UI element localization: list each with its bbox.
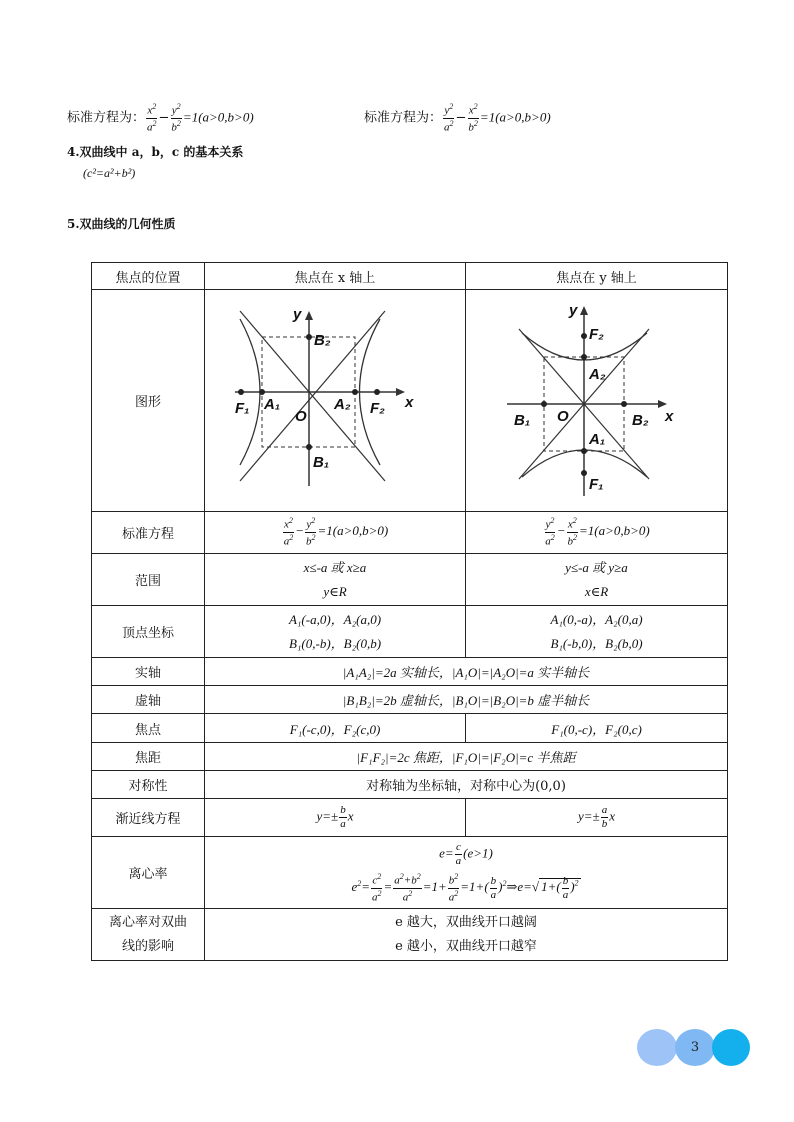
y-fig-label-F2: F₂: [588, 325, 604, 343]
x-fig-label-A1: A₁: [264, 395, 281, 413]
std-eq-x: $\frac{x^2}{a^2}$ − $\frac{y^2}{b^2}$ =1(a>0,b>0): [205, 512, 466, 554]
x-fig-label-x: x: [405, 393, 414, 411]
table-row-effect: [92, 909, 728, 961]
effect-text: [205, 909, 728, 961]
std-eq-x-cond: =1(a>0,b>0): [317, 523, 389, 539]
table-row-figure: [92, 290, 728, 512]
hyperbola-x-figure: [235, 301, 435, 501]
eccentricity-condition: (e>1): [463, 845, 493, 861]
header-position: 焦点的位置: [92, 263, 205, 290]
y-fig-label-A1: A₁: [588, 430, 605, 448]
table-row-range: [92, 554, 728, 606]
figure-y-cell: [466, 290, 728, 512]
vertex-x: [205, 606, 466, 658]
y-fig-label-O: O: [556, 407, 569, 425]
x-fig-label-y: y: [293, 305, 302, 323]
y-fig-label-B1: B₁: [513, 411, 530, 429]
imag-axis-label: 虚轴: [92, 686, 205, 714]
table-row-imag-axis: [92, 686, 728, 714]
x-fig-label-F1: F₁: [235, 399, 250, 417]
section4-heading: 4.双曲线中 a，b，c 的基本关系: [67, 145, 244, 159]
table-row-vertex: [92, 606, 728, 658]
range-x-line1: x≤-a 或 x≥a: [303, 559, 367, 575]
page-number: 3: [690, 1040, 700, 1055]
effect-label-line1: 离心率对双曲: [108, 914, 187, 930]
table-row-header: [92, 263, 728, 290]
range-x-line2: y∈R: [323, 583, 347, 599]
vertex-y: [466, 606, 728, 658]
y-fig-label-A2: A₂: [588, 365, 606, 383]
vertex-y-line2: B₁(-b,0)，B₂(b,0): [550, 635, 643, 651]
hyperbola-properties-table: [91, 262, 728, 961]
page-badge-right-circle: [712, 1029, 750, 1066]
focus-x: F₁(-c,0)，F₂(c,0): [205, 714, 466, 743]
section4-relation: (c²=a²+b²): [83, 166, 136, 180]
vertex-y-line1: A₁(0,-a)，A₂(0,a): [550, 611, 643, 627]
x-fig-label-B1: B₁: [313, 453, 330, 471]
y-fig-label-x: x: [664, 407, 673, 425]
vertex-label: 顶点坐标: [92, 606, 205, 658]
table-row-eccentricity: [92, 837, 728, 909]
std-eq-label-left: 标准方程为：: [67, 110, 146, 126]
eccentricity-label: 离心率: [92, 837, 205, 909]
header-y-axis: 焦点在 y 轴上: [466, 263, 728, 290]
asymptote-y: y=± $\frac{a}{b}$ x: [466, 799, 728, 837]
asymptote-x: y=± $\frac{b}{a}$ x: [205, 799, 466, 837]
std-eq-label: 标准方程: [92, 512, 205, 554]
figure-label: 图形: [92, 290, 205, 512]
x-fig-label-F2: F₂: [370, 399, 385, 417]
focus-y: F₁(0,-c)，F₂(0,c): [466, 714, 728, 743]
range-y-line1: y≤-a 或 y≥a: [565, 559, 628, 575]
y-fig-label-y: y: [568, 301, 577, 319]
section5-heading: 5.双曲线的几何性质: [67, 217, 176, 231]
eccentricity-formula: e= $\frac{c}{a}$ (e>1) $e^2=$ $\frac{c^2}{a^2}$ = $\frac{a^2+b^2}{a^2}$ =1+ $\frac{b^2}{a^2}$ =1+( $\frac{b}{a}$ )$^2$⇒e=√ 1+( $\frac{b}{a}$ )$^2$: [205, 837, 728, 909]
std-eq-label-right: 标准方程为：: [364, 110, 443, 126]
asymptote-label: 渐近线方程: [92, 799, 205, 837]
y-fig-label-F1: F₁: [588, 475, 603, 493]
symmetry-text: 对称轴为坐标轴，对称中心为(0,0): [205, 771, 728, 799]
focal-text: |F₁F₂|=2c 焦距，|F₁O|=|F₂O|=c 半焦距: [205, 743, 728, 771]
std-eq-condition-left: =1(a>0,b>0): [182, 109, 254, 125]
x-fig-label-O: O: [295, 407, 307, 425]
hyperbola-y-figure: [507, 301, 687, 501]
effect-label-line2: 线的影响: [121, 938, 174, 954]
focal-label: 焦距: [92, 743, 205, 771]
table-row-focal: [92, 743, 728, 771]
real-axis-label: 实轴: [92, 658, 205, 686]
effect-line2: e 越小，双曲线开口越窄: [395, 938, 537, 954]
range-y: [466, 554, 728, 606]
range-y-line2: x∈R: [584, 583, 609, 599]
focus-label: 焦点: [92, 714, 205, 743]
table-row-asymptote: [92, 799, 728, 837]
top-equation-y: 标准方程为： $\frac{y^2}{a^2}$ − $\frac{x^2}{b^2}$ =1(a>0,b>0): [364, 102, 551, 134]
range-label: 范围: [92, 554, 205, 606]
x-fig-label-B2: B₂: [314, 331, 331, 349]
page-badge-left-circle: [637, 1029, 677, 1066]
figure-x-cell: [205, 290, 466, 512]
y-fig-label-B2: B₂: [631, 411, 649, 429]
header-x-axis: 焦点在 x 轴上: [205, 263, 466, 290]
effect-line1: e 越大，双曲线开口越阔: [395, 914, 537, 930]
std-eq-y-cond: =1(a>0,b>0): [579, 523, 650, 539]
symmetry-label: 对称性: [92, 771, 205, 799]
x-fig-label-A2: A₂: [334, 395, 351, 413]
std-eq-y: $\frac{y^2}{a^2}$ − $\frac{x^2}{b^2}$ =1(a>0,b>0): [466, 512, 728, 554]
effect-label: [92, 909, 205, 961]
top-equation-x: 标准方程为： $\frac{x^2}{a^2}$ − $\frac{y^2}{b^2}$ =1(a>0,b>0): [67, 102, 254, 134]
range-x: [205, 554, 466, 606]
imag-axis-text: |B₁B₂|=2b 虚轴长，|B₁O|=|B₂O|=b 虚半轴长: [205, 686, 728, 714]
real-axis-text: |A₁A₂|=2a 实轴长，|A₁O|=|A₂O|=a 实半轴长: [205, 658, 728, 686]
table-row-std-eq: [92, 512, 728, 554]
std-eq-condition-right: =1(a>0,b>0): [479, 109, 551, 125]
table-row-focus: [92, 714, 728, 743]
vertex-x-line1: A₁(-a,0)，A₂(a,0): [288, 611, 382, 627]
table-row-real-axis: [92, 658, 728, 686]
vertex-x-line2: B₁(0,-b)，B₂(0,b): [288, 635, 382, 651]
table-row-symmetry: [92, 771, 728, 799]
